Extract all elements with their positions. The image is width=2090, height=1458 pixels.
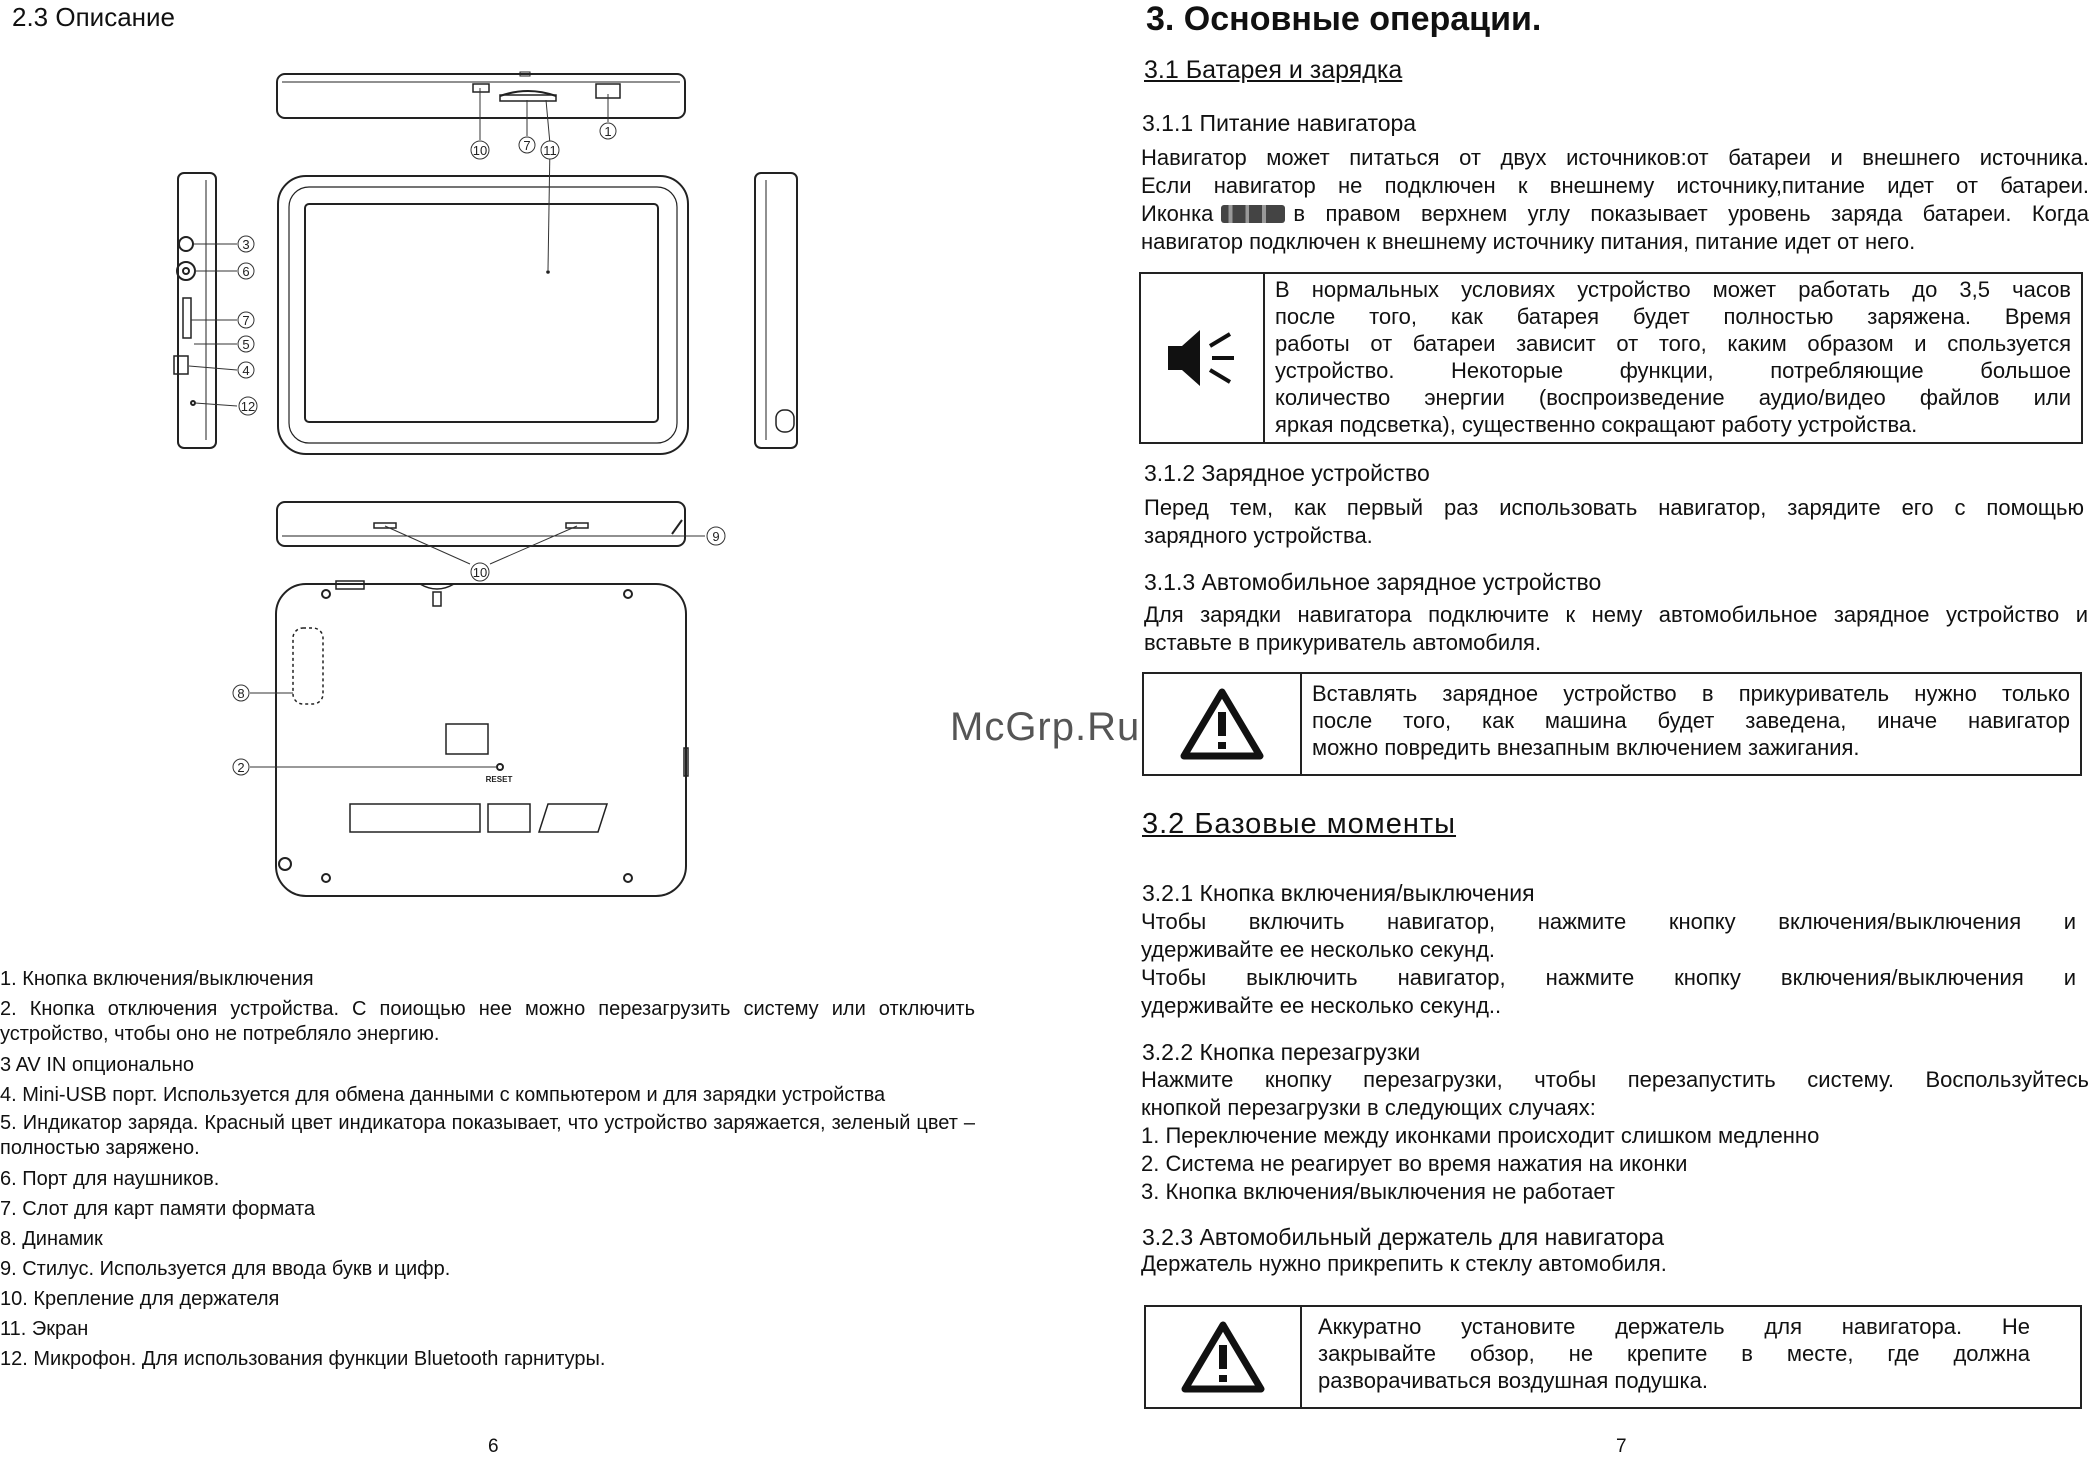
svg-text:12: 12	[240, 399, 256, 414]
svg-text:4: 4	[242, 363, 250, 378]
svg-text:11: 11	[543, 143, 557, 158]
legend-item: 10. Крепление для держателя	[0, 1288, 280, 1310]
svg-text:8: 8	[237, 686, 245, 701]
device-back-view	[276, 581, 688, 896]
callout-4	[238, 362, 254, 378]
legend-item: 12. Микрофон. Для использования функции Bluetooth гарнитуры.	[0, 1348, 606, 1370]
svg-text:7: 7	[523, 138, 531, 153]
legend-item: 9. Стилус. Используется для ввода букв и цифр.	[0, 1258, 451, 1280]
device-right-side-view	[755, 173, 797, 448]
legend-item: 1. Кнопка включения/выключения	[0, 968, 314, 990]
heading-3-2-3: 3.2.3 Автомобильный держатель для навигатора	[1142, 1224, 1665, 1250]
note-car-charger: Вставлять зарядное устройство в прикуриватель нужно только после того, как машина будет заведена, иначе навигатор можно повредить внезапным включением зажигания.	[1142, 672, 2082, 776]
svg-text:7: 7	[242, 313, 250, 328]
heading-3-2: 3.2 Базовые моменты	[1142, 808, 1457, 840]
callout-2	[233, 759, 249, 775]
heading-3-1-3: 3.1.3 Автомобильное зарядное устройство	[1144, 569, 1602, 595]
paragraph-3-2-1: Чтобы включить навигатор, нажмите кнопку включения/выключения и удерживайте ее несколько секунд. Чтобы выключить навигатор, нажмите кнопку включения/выключения и удерживайте ее несколько секунд..	[1141, 909, 2076, 1018]
svg-text:2: 2	[237, 760, 245, 775]
warning-icon	[1146, 1307, 1302, 1407]
legend-item: 6. Порт для наушников.	[0, 1168, 220, 1190]
note-car-mount: Аккуратно установите держатель для навигатора. Не закрывайте обзор, не крепите в месте, где должна разворачиваться воздушная подушка.	[1144, 1305, 2082, 1409]
page-number-right: 7	[1616, 1436, 1627, 1457]
callout-9	[707, 527, 725, 545]
watermark: McGrp.Ru	[950, 705, 1141, 749]
callout-3	[238, 236, 254, 252]
speaker-icon	[1141, 274, 1265, 442]
svg-text:10: 10	[472, 565, 488, 580]
reset-label: RESET	[485, 775, 513, 784]
heading-3-2-2: 3.2.2 Кнопка перезагрузки	[1142, 1039, 1421, 1065]
paragraph-3-2-2: Нажмите кнопку перезагрузки, чтобы перезапустить систему. Воспользуйтесь кнопкой перезагрузки в следующих случаях: 1. Переключение между иконками происходит слишком медленно 2. Система не реагирует во время нажатия на иконки 3. Кнопка включения/выключения не работает	[1141, 1067, 2089, 1204]
svg-text:3: 3	[242, 237, 250, 252]
device-top-view	[277, 72, 685, 118]
callout-1	[600, 123, 616, 139]
paragraph-3-1-3: Для зарядки навигатора подключите к нему автомобильное зарядное устройство и вставьте в прикуриватель автомобиля.	[1144, 602, 2088, 655]
component-legend	[0, 964, 975, 1374]
callout-11	[541, 141, 559, 159]
legend-item: 7. Слот для карт памяти формата	[0, 1198, 316, 1220]
paragraph-3-2-3: Держатель нужно прикрепить к стеклу автомобиля.	[1141, 1251, 1667, 1276]
paragraph-3-1-1: Навигатор может питаться от двух источников:от батареи и внешнего источника. Если навигатор не подключен к внешнему источнику,питание идет от батареи. Иконка в правом верхнем углу показывает уровень заряда батареи. Когда навигатор подключен к внешнему источнику питания, питание идет от него.	[1141, 145, 2089, 254]
callout-6	[238, 263, 254, 279]
callout-10-top	[471, 141, 489, 159]
callout-5	[238, 336, 254, 352]
callout-7-side	[238, 312, 254, 328]
callout-7-top	[519, 137, 535, 153]
device-front-view	[278, 176, 688, 454]
callout-8	[233, 685, 249, 701]
legend-item: 5. Индикатор заряда. Красный цвет индикатора показывает, что устройство заряжается, зеленый цвет – полностью заряжено.	[0, 1112, 975, 1159]
legend-item: 3 AV IN опционально	[0, 1054, 195, 1076]
svg-text:5: 5	[242, 337, 250, 352]
note-battery: В нормальных условиях устройство может работать до 3,5 часов после того, как батарея будет полностью заряжена. Время работы от батареи зависит от того, каким образом и спользуется устройство. Некоторые функции, потребляющие большое количество энергии (воспроизведение аудио/видео файлов или яркая подсветка), существенно сокращают работу устройства.	[1139, 272, 2083, 444]
callout-10-bottom	[471, 563, 489, 581]
svg-text:10: 10	[472, 143, 488, 158]
heading-3-2-1: 3.2.1 Кнопка включения/выключения	[1142, 880, 1535, 906]
heading-3-1: 3.1 Батарея и зарядка	[1144, 56, 1403, 84]
svg-text:6: 6	[242, 264, 250, 279]
legend-item: 4. Mini-USB порт. Используется для обмена данными с компьютером и для зарядки устройства	[0, 1084, 886, 1106]
device-left-side-view	[174, 173, 216, 448]
device-bottom-view	[277, 502, 685, 546]
legend-item: 11. Экран	[0, 1318, 89, 1340]
legend-item: 8. Динамик	[0, 1228, 103, 1250]
section-title-description: 2.3 Описание	[12, 2, 175, 32]
paragraph-3-1-2: Перед тем, как первый раз использовать навигатор, зарядите его с помощью зарядного устройства.	[1144, 495, 2084, 548]
device-diagram	[0, 0, 960, 920]
page-title: 3. Основные операции.	[1146, 0, 1542, 38]
svg-text:1: 1	[604, 124, 612, 139]
callout-12	[239, 397, 257, 415]
heading-3-1-1: 3.1.1 Питание навигатора	[1142, 110, 1417, 136]
battery-icon	[1221, 205, 1285, 223]
svg-text:9: 9	[712, 529, 720, 544]
legend-item: 2. Кнопка отключения устройства. С поиощью нее можно перезагрузить систему или отключить устройство, чтобы оно не потребляло энергию.	[0, 998, 975, 1045]
page-number-left: 6	[488, 1436, 499, 1457]
warning-icon	[1144, 674, 1302, 774]
heading-3-1-2: 3.1.2 Зарядное устройство	[1144, 460, 1430, 486]
